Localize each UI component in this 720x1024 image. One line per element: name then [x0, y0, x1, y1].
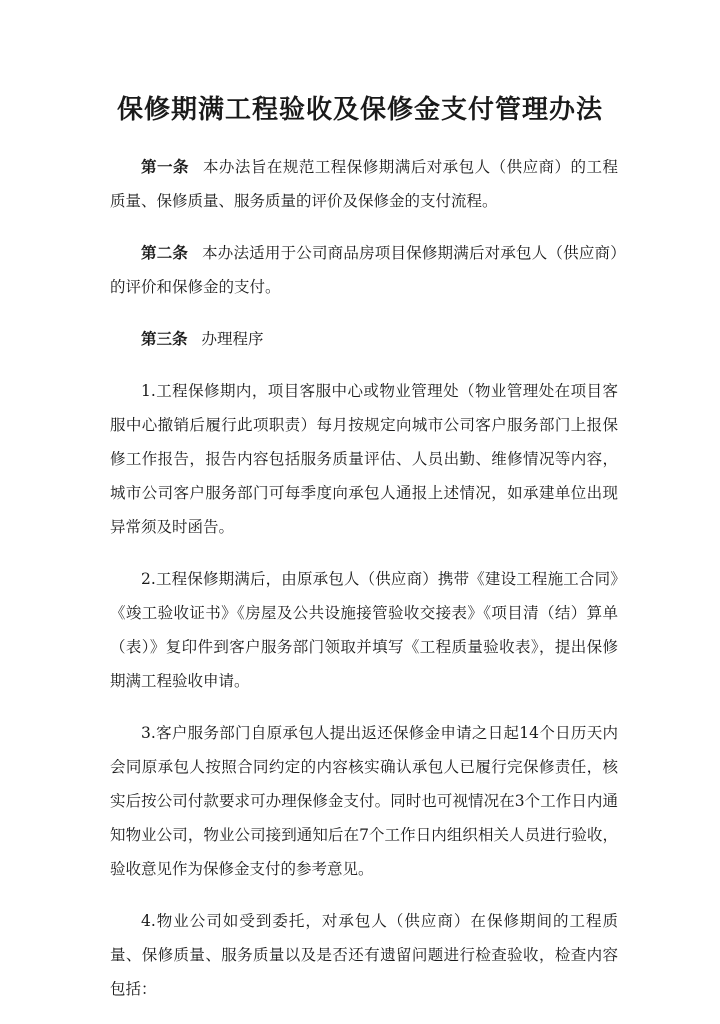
article-1 [110, 150, 618, 218]
article-3-text: 办理程序 [201, 330, 264, 348]
article-1-label: 第一条 [141, 157, 189, 176]
article-2 [110, 236, 618, 304]
article-1-text: 本办法旨在规范工程保修期满后对承包人（供应商）的工程质量、保修质量、服务质量的评价及保修金的支付流程。 [110, 158, 618, 210]
article-2-label: 第二条 [141, 243, 189, 262]
procedure-item-4: 4.物业公司如受到委托，对承包人（供应商）在保修期间的工程质量、保修质量、服务质量以及是否还有遗留问题进行检查验收，检查内容包括： [110, 912, 618, 998]
page-title: 保修期满工程验收及保修金支付管理办法 [116, 95, 603, 125]
procedure-item-1: 1.工程保修期内，项目客服中心或物业管理处（物业管理处在项目客服中心撤销后履行此项职责）每月按规定向城市公司客户服务部门上报保修工作报告，报告内容包括服务质量评估、人员出勤、维修情况等内容，城市公司客户服务部门可每季度向承包人通报上述情况，如承建单位出现异常须及时函告。 [110, 382, 618, 536]
procedure-item-3: 3.客户服务部门自原承包人提出返还保修金申请之日起14个日历天内会同原承包人按照合同约定的内容核实确认承包人已履行完保修责任，核实后按公司付款要求可办理保修金支付。同时也可视情况在3个工作日内通知物业公司，物业公司接到通知后在7个工作日内组织相关人员进行验收，验收意见作为保修金支付的参考意见。 [110, 724, 618, 878]
article-3 [110, 322, 618, 356]
article-3-label: 第三条 [141, 329, 188, 348]
article-2-text: 本办法适用于公司商品房项目保修期满后对承包人（供应商）的评价和保修金的支付。 [110, 244, 618, 296]
procedure-item-2: 2.工程保修期满后，由原承包人（供应商）携带《建设工程施工合同》《竣工验收证书》《房屋及公共设施接管验收交接表》《项目清（结）算单（表）》复印件到客户服务部门领取并填写《工程质量验收表》，提出保修期满工程验收申请。 [110, 570, 618, 690]
document-body [110, 150, 618, 1024]
